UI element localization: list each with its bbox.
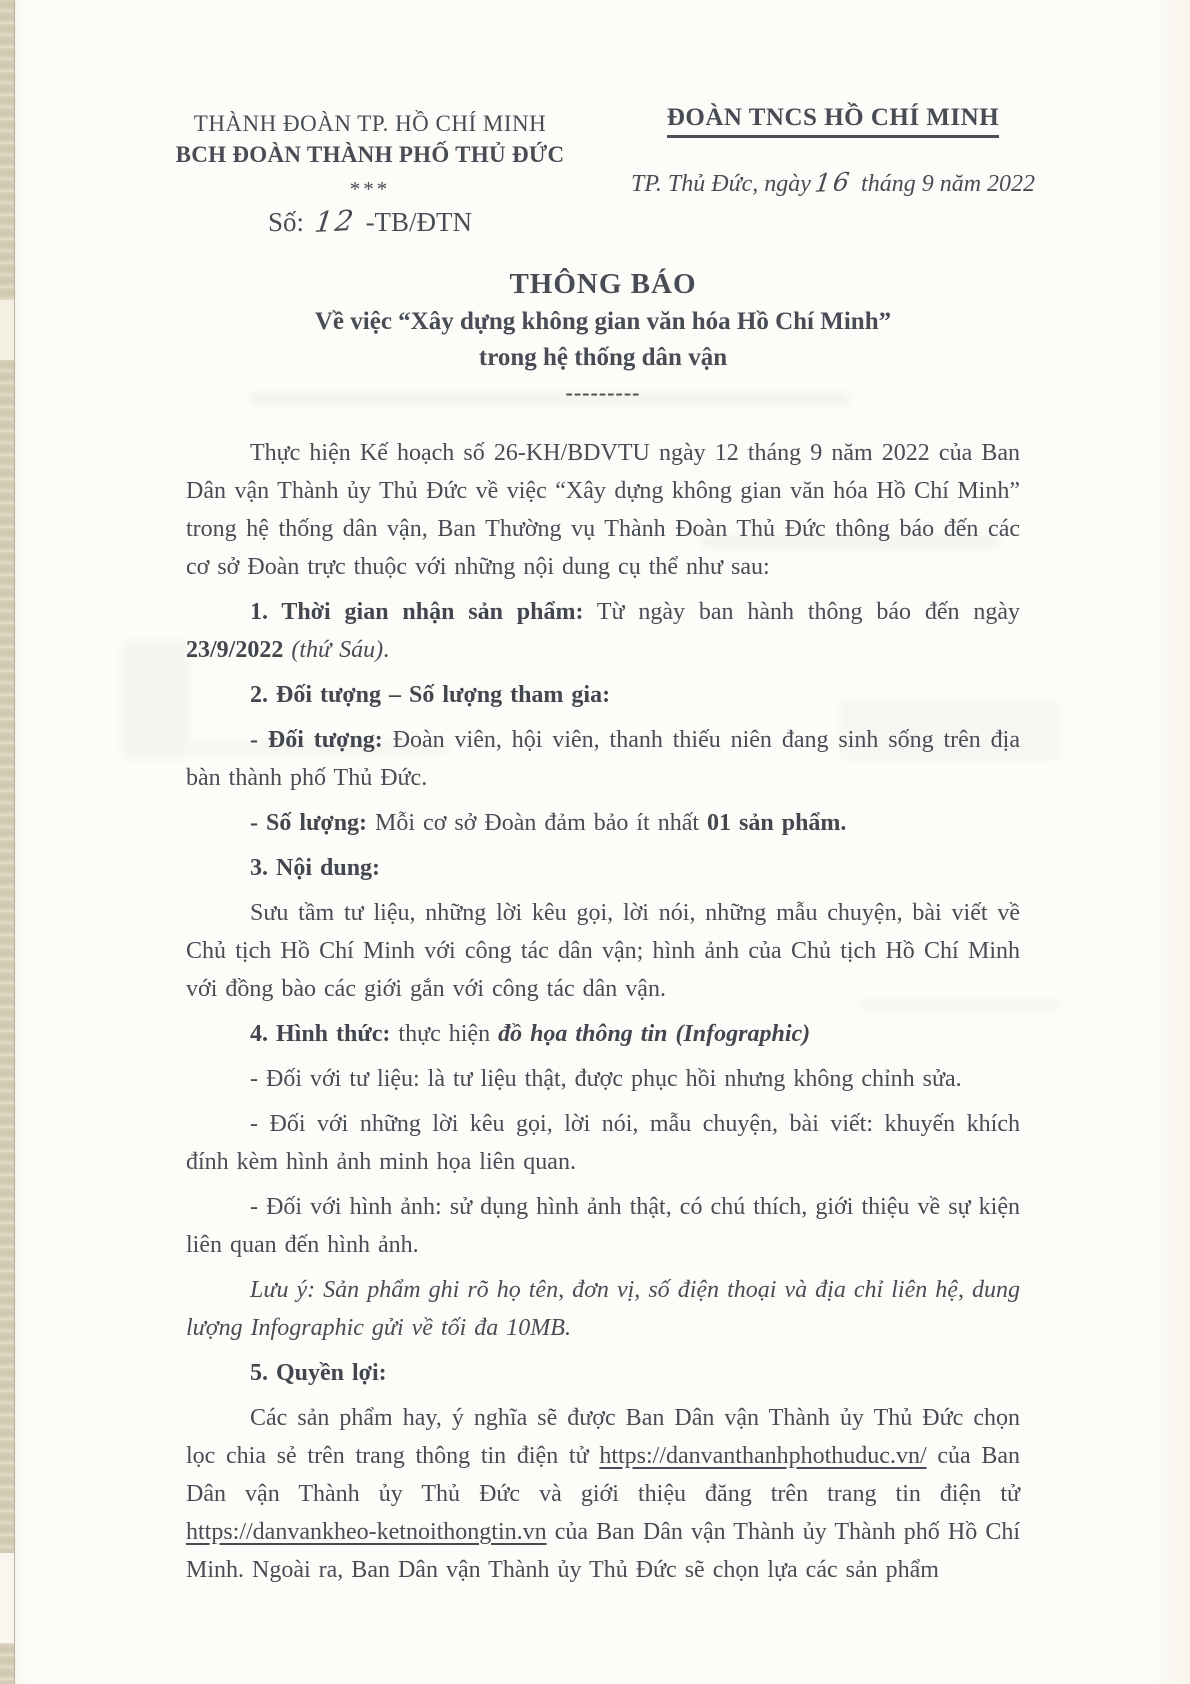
- scan-edge-notch: [0, 1553, 14, 1643]
- title-block: [186, 264, 1020, 408]
- scan-edge-strip: [0, 0, 15, 1684]
- hinh-thuc-text: thực hiện: [398, 1021, 491, 1047]
- section-1-text: Từ ngày ban hành thông báo đến ngày: [596, 599, 1020, 625]
- period: .: [383, 637, 390, 663]
- document-header: [175, 100, 1036, 252]
- date-prefix: TP. Thủ Đức, ngày: [630, 171, 811, 197]
- section-4-item-2: - Đối với những lời kêu gọi, lời nói, mẫu chuyện, bài viết: khuyến khích đính kèm hình ảnh minh họa liên quan.: [186, 1111, 1020, 1175]
- link-danvanthanhphothuduc: https://danvanthanhphothuduc.vn/: [599, 1443, 927, 1469]
- date-suffix: tháng 9 năm 2022: [861, 171, 1036, 197]
- benefit-text-1: Các sản phẩm hay, ý nghĩa sẽ được Ban Dân vận Thành ủy Thủ Đức chọn lọc chia sẻ trên trang thông tin điện tử: [186, 1405, 1020, 1469]
- place-date-line: [600, 168, 1066, 198]
- parent-org-name: THÀNH ĐOÀN TP. HỒ CHÍ MINH: [193, 111, 547, 136]
- link-danvankheo-ketnoithongtin: https://danvankheo-ketnoithongtin.vn: [186, 1519, 547, 1545]
- benefit-text-3: của Ban Dân vận Thành ủy Thành phố Hồ Chí Minh. Ngoài ra, Ban Dân vận Thành ủy Thủ Đức sẽ chọn lựa các sản phẩm: [186, 1519, 1021, 1583]
- section-4-item-3: - Đối với hình ảnh: sử dụng hình ảnh thật, có chú thích, giới thiệu về sự kiện liên quan đến hình ảnh.: [186, 1194, 1020, 1258]
- section-2-heading: 2. Đối tượng – Số lượng tham gia:: [250, 682, 611, 708]
- document-subtitle-line2: trong hệ thống dân vận: [478, 344, 728, 371]
- org-name-underlined: ĐOÀN TNCS HỒ CHÍ MINH: [667, 104, 999, 138]
- deadline-weekday: (thứ Sáu): [291, 637, 384, 663]
- section-5-heading: 5. Quyền lợi:: [250, 1360, 387, 1386]
- bleed-through-artifact: [120, 640, 190, 760]
- document-number-prefix: Số:: [267, 207, 304, 237]
- issuing-org-name: BCH ĐOÀN THÀNH PHỐ THỦ ĐỨC: [175, 142, 565, 167]
- section-4-item-1: - Đối với tư liệu: là tư liệu thật, được phục hồi nhưng không chỉnh sửa.: [250, 1066, 962, 1092]
- separator-stars: ***: [349, 177, 391, 201]
- note-paragraph: Lưu ý: Sản phẩm ghi rõ họ tên, đơn vị, số điện thoại và địa chỉ liên hệ, dung lượng Infographic gửi về tối đa 10MB.: [186, 1277, 1020, 1341]
- intro-text: Thực hiện Kế hoạch số 26-KH/BDVTU ngày 12 tháng 9 năm 2022 của Ban Dân vận Thành ủy Thủ Đức về việc “Xây dựng không gian văn hóa Hồ Chí Minh” trong hệ thống dân vận, Ban Thường vụ Thành Đoàn Thủ Đức thông báo đến các cơ sở Đoàn trực thuộc với những nội dung cụ thể như sau:: [186, 440, 1020, 580]
- section-1-time: [186, 593, 1020, 669]
- document-subtitle-line1: Về việc “Xây dựng không gian văn hóa Hồ Chí Minh”: [314, 308, 892, 335]
- section-1-label: 1. Thời gian nhận sản phẩm:: [250, 599, 584, 625]
- deadline-date: 23/9/2022: [186, 637, 284, 663]
- dash-separator: ---------: [565, 380, 641, 405]
- handwritten-day: 16: [813, 167, 853, 198]
- section-2-so-luong: [186, 804, 1020, 842]
- doi-tuong-text: Đoàn viên, hội viên, thanh thiếu niên đang sinh sống trên địa bàn thành phố Thủ Đức.: [186, 727, 1021, 791]
- section-3-content: Sưu tầm tư liệu, những lời kêu gọi, lời nói, những mẫu chuyện, bài viết về Chủ tịch Hồ Chí Minh với công tác dân vận; hình ảnh của Chủ tịch Hồ Chí Minh với đồng bào các giới gắn với công tác dân vận.: [186, 900, 1020, 1002]
- section-2-doi-tuong: [186, 721, 1020, 797]
- so-luong-label: - Số lượng:: [250, 810, 368, 836]
- section-4-heading: [186, 1015, 1020, 1053]
- issuing-org-block: [152, 108, 588, 238]
- document-title: THÔNG BÁO: [509, 268, 697, 300]
- so-luong-minimum: 01 sản phẩm.: [707, 810, 847, 836]
- infographic-emphasis: đồ họa thông tin (Infographic): [498, 1021, 811, 1047]
- document-number: [152, 205, 588, 238]
- document-body: [186, 434, 1020, 1589]
- scan-edge-notch: [0, 300, 14, 360]
- intro-paragraph: [186, 434, 1020, 586]
- so-luong-text: Mỗi cơ sở Đoàn đảm bảo ít nhất: [375, 810, 700, 836]
- national-org-block: [600, 104, 1066, 198]
- handwritten-document-number: 12: [312, 203, 358, 240]
- section-5-content: [186, 1399, 1020, 1589]
- section-3-heading: 3. Nội dung:: [250, 855, 381, 881]
- doi-tuong-label: - Đối tượng:: [250, 727, 383, 753]
- document-number-suffix: -TB/ĐTN: [365, 207, 473, 237]
- document-content: [175, 100, 1036, 1596]
- benefit-text-2: của Ban Dân vận Thành ủy Thủ Đức và giới thiệu đăng trên trang tin điện tử: [186, 1443, 1021, 1507]
- hinh-thuc-label: 4. Hình thức:: [250, 1021, 391, 1047]
